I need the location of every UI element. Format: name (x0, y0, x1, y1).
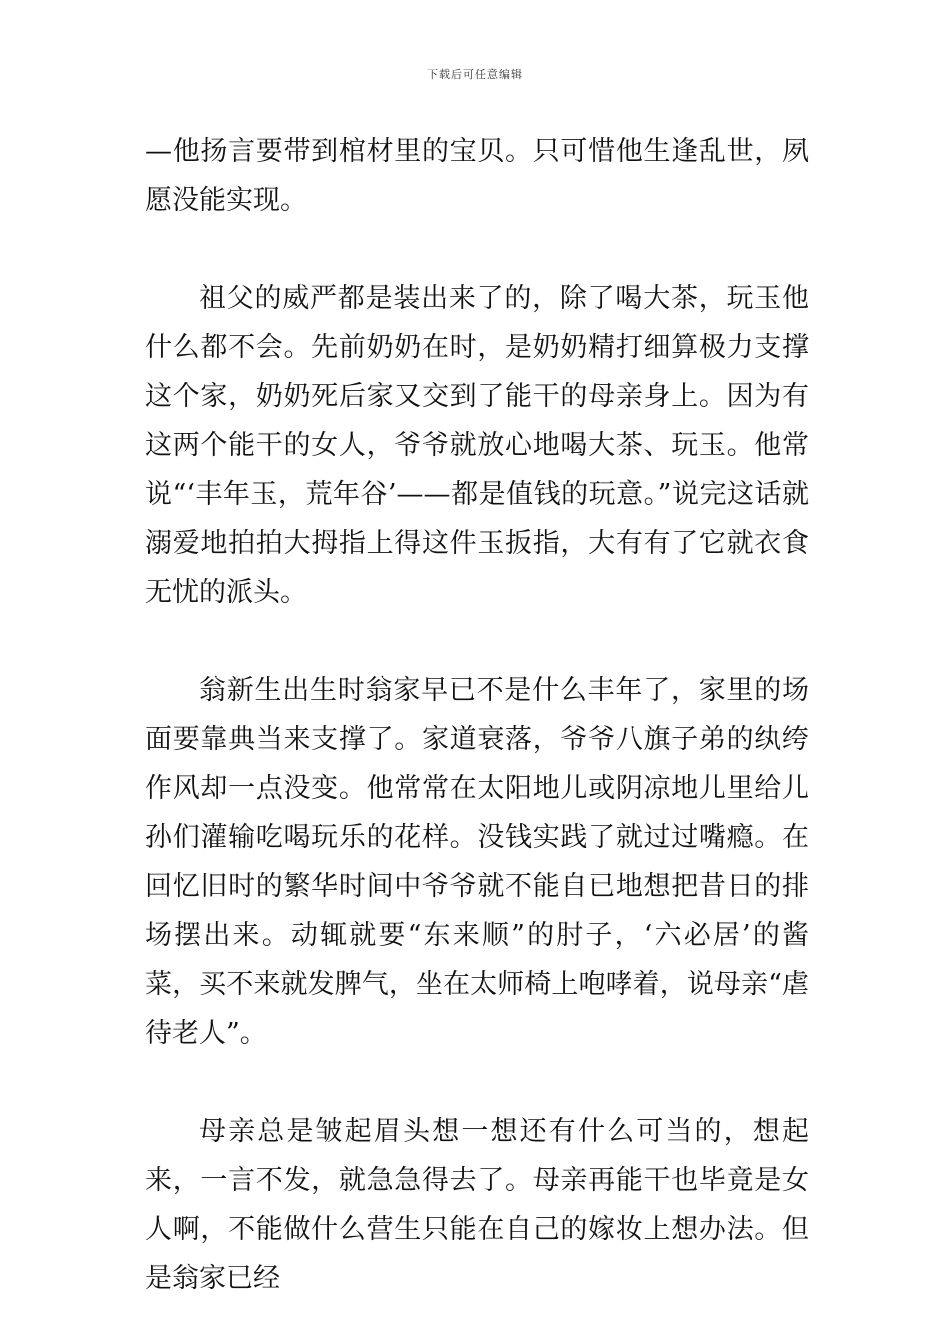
paragraph-4: 母亲总是皱起眉头想一想还有什么可当的，想起来，一言不发，就急急得去了。母亲再能干也毕竟是女人啊，不能做什么营生只能在自己的嫁妆上想办法。但是翁家已经 (145, 1116, 809, 1294)
paragraph-2: 祖父的威严都是装出来了的，除了喝大茶，玩玉他什么都不会。先前奶奶在时，是奶奶精打细算极力支撑这个家，奶奶死后家又交到了能干的母亲身上。因为有这两个能干的女人，爷爷就放心地喝大茶、玩玉。他常说“‘丰年玉，荒年谷’——都是值钱的玩意。”说完这话就溺爱地拍拍大拇指上得这件玉扳指，大有有了它就衣食无忧的派头。 (145, 283, 809, 608)
page-header: 下载后可任意编辑 (427, 68, 523, 81)
paragraph-3: 翁新生出生时翁家早已不是什么丰年了，家里的场面要靠典当来支撑了。家道衰落，爷爷八旗子弟的纨绔作风却一点没变。他常常在太阳地儿或阴凉地儿里给儿孙们灌输吃喝玩乐的花样。没钱实践了就过过嘴瘾。在回忆旧时的繁华时间中爷爷就不能自已地想把昔日的排场摆出来。动辄就要“东来顺”的肘子，‘六必居’的酱菜，买不来就发脾气，坐在太师椅上咆哮着，说母亲“虐待老人”。 (145, 675, 809, 1049)
document-body (145, 127, 809, 1303)
paragraph-1: —他扬言要带到棺材里的宝贝。只可惜他生逢乱世，夙愿没能实现。 (145, 136, 809, 216)
